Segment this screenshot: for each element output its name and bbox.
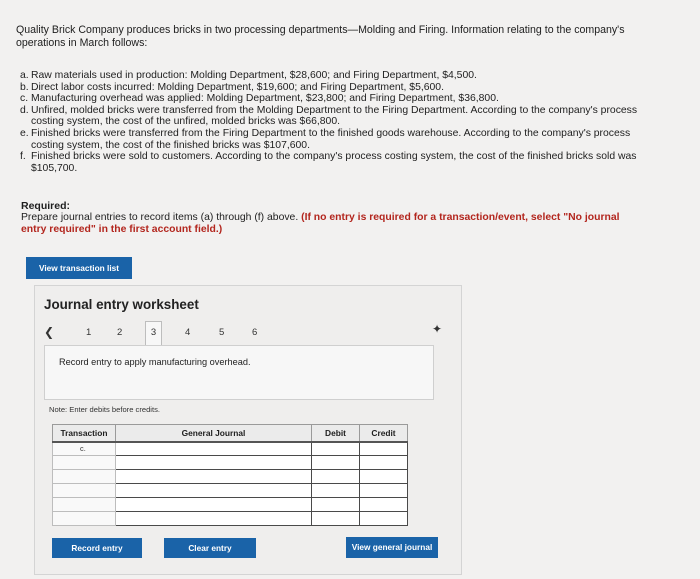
- transaction-cell: [53, 498, 116, 512]
- page-4[interactable]: 4: [185, 327, 191, 338]
- account-cell[interactable]: [116, 512, 312, 526]
- credit-cell[interactable]: [360, 512, 408, 526]
- view-general-journal-button[interactable]: View general journal: [346, 537, 438, 558]
- credit-input[interactable]: [360, 456, 407, 469]
- header-transaction: Transaction: [53, 425, 116, 442]
- page-1[interactable]: 1: [86, 327, 92, 338]
- account-cell[interactable]: [116, 484, 312, 498]
- transaction-cell: c.: [53, 442, 116, 456]
- account-input[interactable]: [116, 470, 311, 483]
- debit-cell[interactable]: [312, 442, 360, 456]
- table-row: [53, 456, 408, 470]
- chevron-left-icon[interactable]: ❮: [44, 325, 55, 339]
- account-cell[interactable]: [116, 470, 312, 484]
- star-icon[interactable]: ✦: [432, 322, 443, 336]
- header-debit: Debit: [312, 425, 360, 442]
- credit-input[interactable]: [360, 443, 407, 456]
- page-5[interactable]: 5: [219, 327, 225, 338]
- transaction-cell: [53, 512, 116, 526]
- credit-cell[interactable]: [360, 442, 408, 456]
- page-6[interactable]: 6: [252, 327, 258, 338]
- transaction-cell: [53, 484, 116, 498]
- transaction-cell: [53, 470, 116, 484]
- table-row: [53, 470, 408, 484]
- item-b: b. Direct labor costs incurred: Molding Department, $19,600; and Firing Department, $5,600.: [20, 81, 444, 93]
- page-3-active[interactable]: 3: [145, 321, 162, 346]
- debit-cell[interactable]: [312, 470, 360, 484]
- entry-description: Record entry to apply manufacturing overhead.: [59, 357, 251, 367]
- transaction-items: [20, 70, 660, 174]
- debit-input[interactable]: [312, 456, 359, 469]
- credit-input[interactable]: [360, 484, 407, 497]
- account-input[interactable]: [116, 456, 311, 469]
- journal-entry-table: [52, 424, 408, 526]
- table-row: [53, 498, 408, 512]
- debit-cell[interactable]: [312, 498, 360, 512]
- account-cell[interactable]: [116, 456, 312, 470]
- item-c: c. Manufacturing overhead was applied: Molding Department, $23,800; and Firing Department, $36,800.: [20, 93, 499, 105]
- table-row: [53, 484, 408, 498]
- table-row: [53, 442, 408, 456]
- account-input[interactable]: [116, 512, 311, 525]
- debit-cell[interactable]: [312, 456, 360, 470]
- entry-description-box: [44, 345, 434, 400]
- record-entry-button[interactable]: Record entry: [52, 538, 142, 558]
- account-cell[interactable]: [116, 498, 312, 512]
- item-f: f. Finished bricks were sold to customers. According to the company's process costing system, the cost of the finished bricks sold was $105,700.: [20, 151, 637, 174]
- worksheet-title: Journal entry worksheet: [44, 297, 199, 312]
- credit-cell[interactable]: [360, 484, 408, 498]
- page-2[interactable]: 2: [117, 327, 123, 338]
- debit-input[interactable]: [312, 512, 359, 525]
- credit-cell[interactable]: [360, 470, 408, 484]
- debit-input[interactable]: [312, 498, 359, 511]
- debit-cell[interactable]: [312, 512, 360, 526]
- table-row: [53, 512, 408, 526]
- credit-cell[interactable]: [360, 456, 408, 470]
- required-note: (If no entry is required for a transaction/event, select "No journal entry required" in the first account field.): [21, 212, 620, 235]
- transaction-cell: [53, 456, 116, 470]
- account-cell[interactable]: [116, 442, 312, 456]
- clear-entry-button[interactable]: Clear entry: [164, 538, 256, 558]
- debit-input[interactable]: [312, 484, 359, 497]
- account-input[interactable]: [116, 498, 311, 511]
- item-d: d. Unfired, molded bricks were transferred from the Molding Department to the Firing Department. According to the company's process costing system, the cost of the unfired, molded bricks was $66,800.: [20, 104, 638, 128]
- debit-input[interactable]: [312, 470, 359, 483]
- debit-cell[interactable]: [312, 484, 360, 498]
- credit-input[interactable]: [360, 512, 407, 525]
- view-transaction-list-button[interactable]: View transaction list: [26, 257, 132, 279]
- required-heading: Required:: [21, 200, 71, 212]
- credit-input[interactable]: [360, 470, 407, 483]
- credit-input[interactable]: [360, 498, 407, 511]
- credit-cell[interactable]: [360, 498, 408, 512]
- item-e: e. Finished bricks were transferred from the Firing Department to the finished goods warehouse. According to the company's process costing system, the cost of the finished bricks was $107,600.: [20, 127, 631, 151]
- debits-note: Note: Enter debits before credits.: [49, 405, 161, 414]
- header-credit: Credit: [360, 425, 408, 442]
- debit-input[interactable]: [312, 443, 359, 456]
- item-a: a. Raw materials used in production: Molding Department, $28,600; and Firing Department, $4,500.: [20, 70, 477, 81]
- account-input[interactable]: [116, 484, 311, 497]
- required-text: [21, 212, 641, 235]
- required-instruction: Prepare journal entries to record items (a) through (f) above.: [21, 212, 299, 223]
- header-general-journal: General Journal: [116, 425, 312, 442]
- problem-intro: Quality Brick Company produces bricks in two processing departments—Molding and Firing. Information relating to the company's operations in March follows:: [16, 24, 625, 49]
- account-input[interactable]: [116, 443, 311, 456]
